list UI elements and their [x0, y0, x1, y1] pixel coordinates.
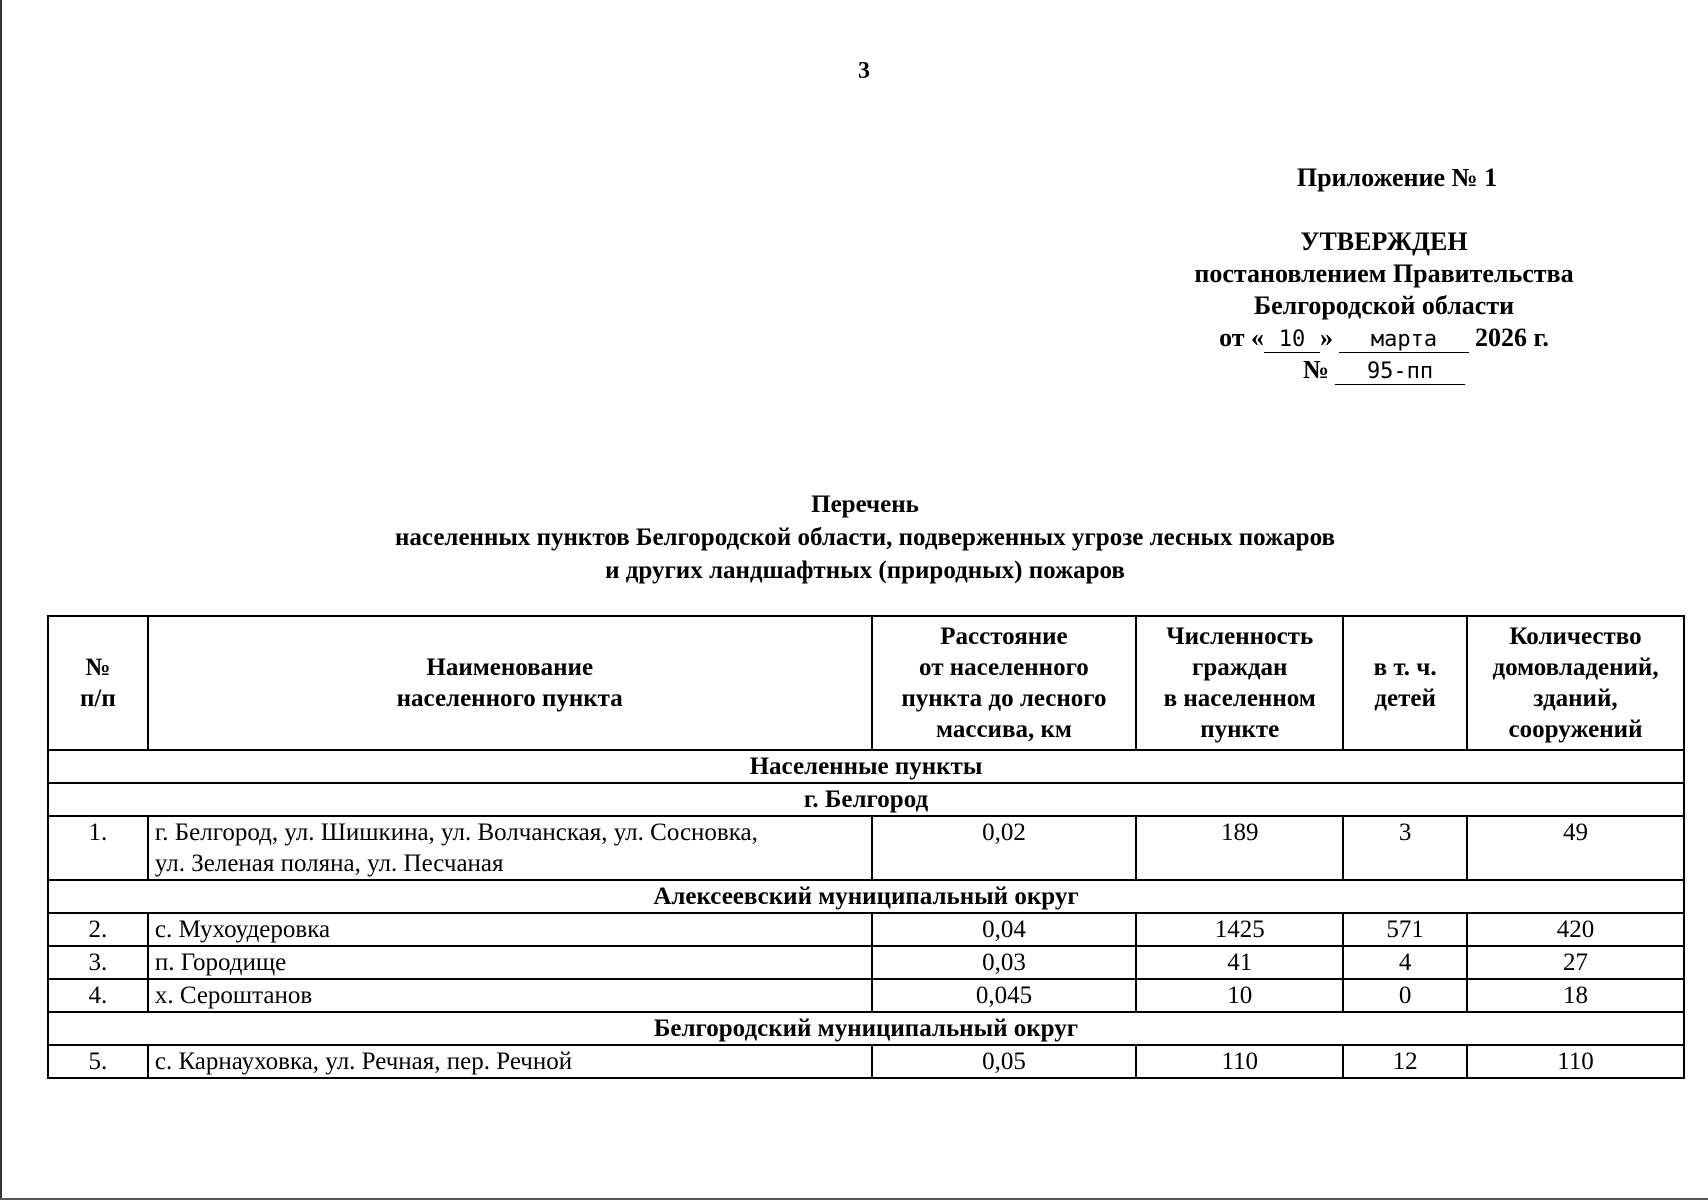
cell-distance: 0,05: [872, 1045, 1137, 1078]
approved-label: УТВЕРЖДЕН: [1300, 227, 1468, 256]
approval-number: [1150, 354, 1618, 386]
approval-line-1: постановлением Правительства: [1194, 259, 1574, 288]
table-row: [48, 913, 1684, 946]
cell-num: 3.: [48, 946, 148, 979]
header-distance: Расстояние от населенного пункта до лесного массива, км: [872, 616, 1137, 750]
cell-buildings: 49: [1467, 816, 1684, 880]
date-month: марта: [1339, 328, 1469, 353]
cell-name: с. Мухоудеровка: [148, 913, 872, 946]
number-prefix: №: [1302, 355, 1330, 384]
cell-buildings: 110: [1467, 1045, 1684, 1078]
title-line-1: Перечень: [811, 491, 919, 518]
cell-distance: 0,03: [872, 946, 1137, 979]
table-row: [48, 946, 1684, 979]
header-num: № п/п: [48, 616, 148, 750]
date-day: 10: [1264, 328, 1320, 353]
section-row: [48, 1012, 1684, 1045]
header-buildings: Количество домовладений, зданий, сооружений: [1467, 616, 1684, 750]
title-line-2: населенных пунктов Белгородской области, подверженных угрозе лесных пожаров: [395, 524, 1335, 551]
header-name: Наименование населенного пункта: [148, 616, 872, 750]
table-header-row: [48, 616, 1684, 750]
section-title: Белгородский муниципальный округ: [48, 1012, 1684, 1045]
table-row: [48, 979, 1684, 1012]
section-row: [48, 750, 1684, 783]
cell-children: 0: [1343, 979, 1467, 1012]
cell-num: 4.: [48, 979, 148, 1012]
page-edge-left: [0, 0, 2, 1200]
cell-buildings: 18: [1467, 979, 1684, 1012]
section-row: [48, 880, 1684, 913]
date-prefix: от «: [1219, 323, 1265, 352]
section-row: [48, 783, 1684, 816]
section-title: Алексеевский муниципальный округ: [48, 880, 1684, 913]
cell-population: 41: [1136, 946, 1343, 979]
cell-buildings: 27: [1467, 946, 1684, 979]
cell-distance: 0,04: [872, 913, 1137, 946]
cell-children: 4: [1343, 946, 1467, 979]
header-children: в т. ч. детей: [1343, 616, 1467, 750]
cell-children: 12: [1343, 1045, 1467, 1078]
cell-buildings: 420: [1467, 913, 1684, 946]
cell-num: 2.: [48, 913, 148, 946]
cell-children: 571: [1343, 913, 1467, 946]
cell-population: 189: [1136, 816, 1343, 880]
cell-distance: 0,045: [872, 979, 1137, 1012]
cell-name: п. Городище: [148, 946, 872, 979]
settlements-table: [47, 615, 1685, 1079]
cell-population: 110: [1136, 1045, 1343, 1078]
section-title: г. Белгород: [48, 783, 1684, 816]
date-year: 2026 г.: [1475, 323, 1549, 352]
title-line-3: и других ландшафтных (природных) пожаров: [605, 557, 1125, 584]
document-title: [0, 488, 1708, 587]
cell-distance: 0,02: [872, 816, 1137, 880]
cell-population: 10: [1136, 979, 1343, 1012]
page-number: 3: [858, 58, 870, 84]
cell-children: 3: [1343, 816, 1467, 880]
header-population: Численность граждан в населенном пункте: [1136, 616, 1343, 750]
approval-date: [1150, 322, 1618, 354]
cell-num: 5.: [48, 1045, 148, 1078]
cell-name: с. Карнауховка, ул. Речная, пер. Речной: [148, 1045, 872, 1078]
date-mid: »: [1320, 323, 1334, 352]
table-row: [48, 1045, 1684, 1078]
appendix-label: Приложение № 1: [1296, 163, 1498, 192]
approval-block: [1150, 162, 1618, 386]
cell-name: г. Белгород, ул. Шишкина, ул. Волчанская, ул. Сосновка, ул. Зеленая поляна, ул. Песчаная: [148, 816, 872, 880]
cell-num: 1.: [48, 816, 148, 880]
approval-line-2: Белгородской области: [1253, 291, 1515, 320]
cell-population: 1425: [1136, 913, 1343, 946]
number-value: 95-пп: [1335, 360, 1465, 385]
cell-name: х. Сероштанов: [148, 979, 872, 1012]
section-title: Населенные пункты: [48, 750, 1684, 783]
table-row: [48, 816, 1684, 880]
